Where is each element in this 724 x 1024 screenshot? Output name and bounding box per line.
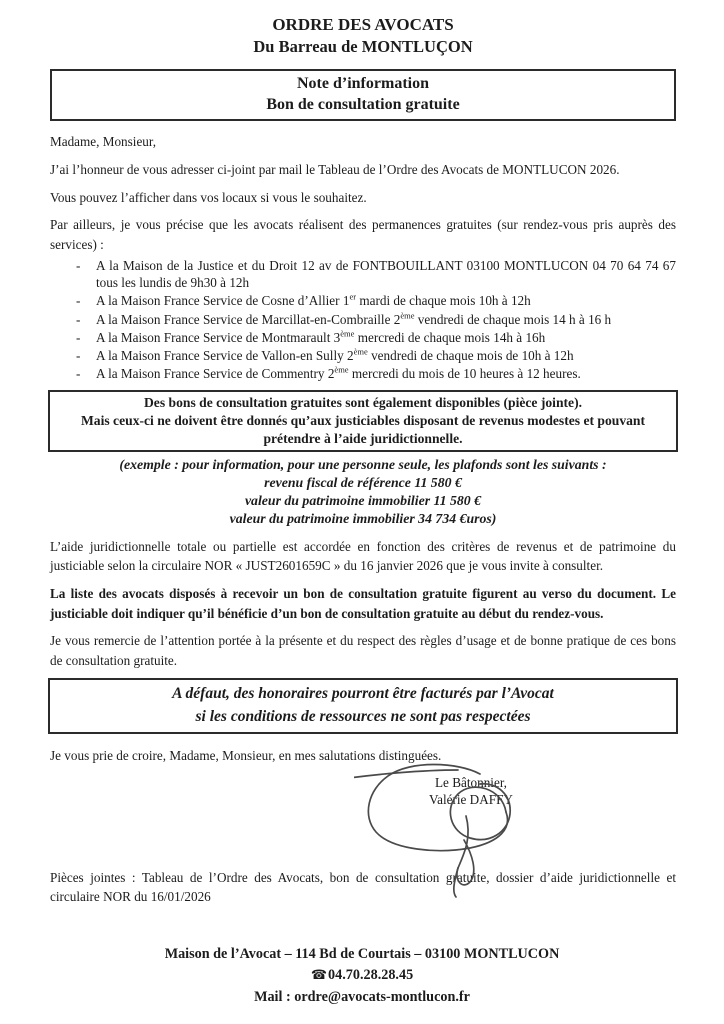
footer-address: Maison de l’Avocat – 114 Bd de Courtais – 03100 MONTLUCON <box>164 946 560 963</box>
example-line-3: valeur du patrimoine immobilier 11 580 € <box>244 493 482 509</box>
list-item-text: A la Maison de la Justice et du Droit 12 av de FONTBOUILLANT 03100 MONTLUCON 04 70 64 74 67 tous les lundis de 9h30 à 12h <box>96 258 676 291</box>
dash-marker: - <box>76 329 81 345</box>
list-item-text: A la Maison France Service de Commentry 2ème mercredi du mois de 10 heures à 12 heures. <box>96 364 581 382</box>
list-item-montmarault <box>76 329 676 346</box>
dash-marker: - <box>76 366 81 382</box>
footer-phone-number: 04.70.28.28.45 <box>328 967 414 984</box>
permanences-list <box>50 257 676 382</box>
org-subtitle: Du Barreau de MONTLUÇON <box>253 36 473 56</box>
paragraph-liste-avocats: La liste des avocats disposés à recevoir un bon de consultation gratuite figurent au verso du document. Le justiciable doit indiquer qu’il bénéficie d’un bon de consultation gratuite au début du rendez-vous. <box>50 585 676 621</box>
list-item-justice-droit <box>76 257 676 291</box>
fees-line-2: si les conditions de ressources ne sont pas respectées <box>195 707 531 725</box>
phone-icon: ☎ <box>310 968 328 984</box>
list-item-marcillat <box>76 311 676 328</box>
signature-block <box>396 774 546 840</box>
example-line-1: (exemple : pour information, pour une personne seule, les plafonds sont les suivants : <box>119 457 607 473</box>
footer <box>0 944 724 1008</box>
closing-formula: Je vous prie de croire, Madame, Monsieur, en mes salutations distinguées. <box>50 748 442 764</box>
signature-name: Valérie DAFFY <box>429 792 513 808</box>
list-item-vallon-en-sully <box>76 347 676 364</box>
title-line-2: Bon de consultation gratuite <box>266 95 460 113</box>
footer-mail: Mail : ordre@avocats-montlucon.fr <box>254 988 470 1005</box>
list-item-text: A la Maison France Service de Vallon-en Sully 2ème vendredi de chaque mois de 10h à 12h <box>96 346 574 363</box>
example-line-2: revenu fiscal de référence 11 580 € <box>264 475 462 491</box>
example-block <box>50 456 676 528</box>
notice-line-1: Des bons de consultation gratuites sont également disponibles (pièce jointe). <box>143 395 583 411</box>
attachments-note: Pièces jointes : Tableau de l’Ordre des Avocats, bon de consultation gratuite, dossier d’aide juridictionnelle et circulaire NOR du 16/01/2026 <box>50 869 676 905</box>
paragraph-aide-juridictionnelle: L’aide juridictionnelle totale ou partielle est accordée en fonction des critères de revenus et de patrimoine du justiciable selon la circulaire NOR « JUST2601659C » du 16 janvier 2026 que je vous invite à consulter. <box>50 538 676 574</box>
notice-line-2: Mais ceux-ci ne doivent être donnés qu’aux justiciables disposant de revenus modestes et pouvant prétendre à l’aide juridictionnelle. <box>80 412 646 446</box>
notice-box <box>48 390 678 452</box>
org-name: ORDRE DES AVOCATS <box>272 15 454 34</box>
footer-phone-row <box>0 965 724 986</box>
list-item-text: A la Maison France Service de Montmarault 3ème mercredi de chaque mois 14h à 16h <box>96 328 546 345</box>
letterhead <box>50 14 676 57</box>
dash-marker: - <box>76 311 81 327</box>
list-item-text: A la Maison France Service de Marcillat-en-Combraille 2ème vendredi de chaque mois 14 h à 16 h <box>96 310 612 327</box>
fees-line-1: A défaut, des honoraires pourront être facturés par l’Avocat <box>172 685 554 703</box>
paragraph-permanences-intro: Par ailleurs, je vous précise que les avocats réalisent des permanences gratuites (sur rendez-vous pris auprès des services) : <box>50 217 676 252</box>
paragraph-tableau: J’ai l’honneur de vous adresser ci-joint par mail le Tableau de l’Ordre des Avocats de MONTLUCON 2026. <box>50 161 620 177</box>
title-line-1: Note d’information <box>297 74 429 92</box>
example-line-4: valeur du patrimoine immobilier 34 734 €uros) <box>229 510 497 526</box>
signature-role: Le Bâtonnier, <box>435 774 507 790</box>
fees-box <box>48 678 678 734</box>
dash-marker: - <box>76 347 81 363</box>
list-item-cosne-allier <box>76 292 676 309</box>
title-box <box>50 69 676 122</box>
list-item-commentry <box>76 365 676 382</box>
paragraph-remerciement: Je vous remercie de l’attention portée à la présente et du respect des règles d’usage et de bonne pratique de ces bons de consultation gratuite. <box>50 633 676 668</box>
salutation: Madame, Monsieur, <box>50 134 157 150</box>
dash-marker: - <box>76 293 81 309</box>
dash-marker: - <box>76 258 81 274</box>
list-item-text: A la Maison France Service de Cosne d’Allier 1er mardi de chaque mois 10h à 12h <box>96 292 531 309</box>
paragraph-affichage: Vous pouvez l’afficher dans vos locaux si vous le souhaitez. <box>50 189 367 205</box>
